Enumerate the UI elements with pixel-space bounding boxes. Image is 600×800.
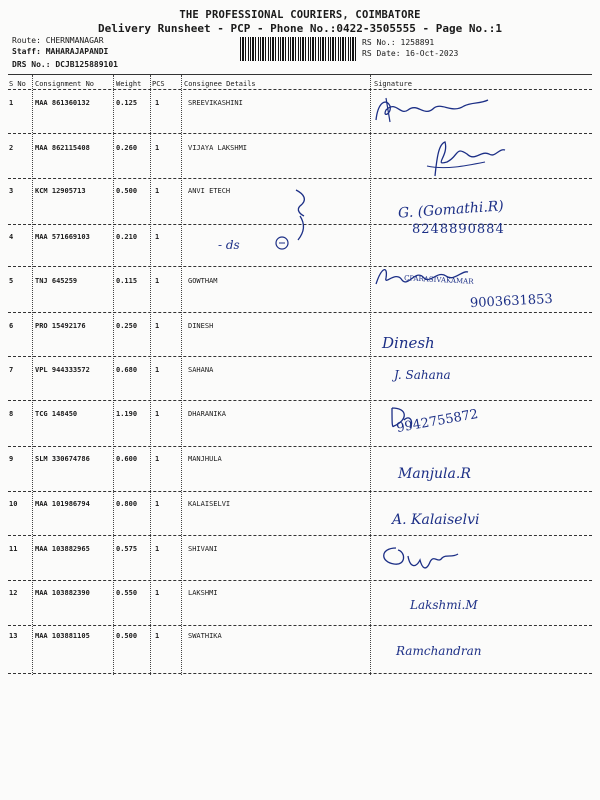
col-sep-1 xyxy=(32,75,33,675)
row-weight: 0.800 xyxy=(116,500,138,508)
name-row-5: CPARASIVAKAMAR xyxy=(403,274,474,286)
row-weight: 0.550 xyxy=(116,589,138,597)
barcode-image xyxy=(240,37,358,61)
row-sno: 5 xyxy=(9,277,14,285)
row-weight: 0.115 xyxy=(116,277,138,285)
row-consignment: VPL 944333572 xyxy=(35,366,90,374)
table-top-rule xyxy=(8,74,592,75)
row-divider xyxy=(8,446,592,447)
row-consignment: PRO 15492176 xyxy=(35,322,86,330)
row-sno: 7 xyxy=(9,366,14,374)
signature-row-1 xyxy=(372,92,497,132)
row-sno: 10 xyxy=(9,500,18,508)
phone-row-8: 9942755872 xyxy=(395,406,480,437)
row-consignee: ANVI ETECH xyxy=(188,187,231,195)
row-divider xyxy=(8,133,592,134)
row-weight: 0.260 xyxy=(116,144,138,152)
row-weight: 0.500 xyxy=(116,187,138,195)
row-sno: 13 xyxy=(9,632,18,640)
row-weight: 0.500 xyxy=(116,632,138,640)
row-weight: 0.250 xyxy=(116,322,138,330)
row-consignment: MAA 101986794 xyxy=(35,500,90,508)
row-sno: 1 xyxy=(9,99,14,107)
row-divider xyxy=(8,580,592,581)
row-sno: 11 xyxy=(9,545,18,553)
row-consignee: SWATHIKA xyxy=(188,632,222,640)
signature-row-11 xyxy=(376,542,466,578)
row-consignee: SAHANA xyxy=(188,366,214,374)
row-weight: 1.190 xyxy=(116,410,138,418)
row-divider xyxy=(8,535,592,536)
row-sno: 6 xyxy=(9,322,14,330)
row-consignment: MAA 103882390 xyxy=(35,589,90,597)
row-divider xyxy=(8,356,592,357)
row-sno: 9 xyxy=(9,455,14,463)
signature-row-9: Manjula.R xyxy=(398,466,471,482)
row-weight: 0.575 xyxy=(116,545,138,553)
rs-number: RS No.: 1258891 xyxy=(362,38,435,47)
row-weight: 0.600 xyxy=(116,455,138,463)
row-consignee: DINESH xyxy=(188,322,214,330)
col-sep-5 xyxy=(370,75,371,675)
circle-mark xyxy=(272,234,294,252)
row-pcs: 1 xyxy=(155,366,160,374)
route-label: Route: CHERNMANAGAR xyxy=(12,36,104,45)
row-sno: 2 xyxy=(9,144,14,152)
row-sno: 4 xyxy=(9,233,14,241)
row-pcs: 1 xyxy=(155,500,160,508)
signature-row-13: Ramchandran xyxy=(396,644,482,658)
signature-row-12: Lakshmi.M xyxy=(410,598,478,612)
company-title: THE PROFESSIONAL COURIERS, COIMBATORE xyxy=(179,9,421,21)
row-consignment: MAA 103881105 xyxy=(35,632,90,640)
row-consignee: SHIVANI xyxy=(188,545,218,553)
bracket-mark xyxy=(290,186,320,246)
row-divider xyxy=(8,266,592,267)
runsheet-subtitle: Delivery Runsheet - PCP - Phone No.:0422-3505555 - Page No.:1 xyxy=(98,22,502,35)
row-sno: 8 xyxy=(9,410,14,418)
signature-row-7: J. Sahana xyxy=(394,368,451,382)
row-consignment: MAA 861360132 xyxy=(35,99,90,107)
row-sno: 3 xyxy=(9,187,14,195)
row-consignment: MAA 571669103 xyxy=(35,233,90,241)
col-sep-3 xyxy=(150,75,151,675)
row-consignee: MANJHULA xyxy=(188,455,222,463)
row-divider xyxy=(8,625,592,626)
row-pcs: 1 xyxy=(155,589,160,597)
row-divider xyxy=(8,312,592,313)
row-consignment: MAA 103882965 xyxy=(35,545,90,553)
row-weight: 0.680 xyxy=(116,366,138,374)
row-pcs: 1 xyxy=(155,410,160,418)
phone-row-5: 9003631853 xyxy=(469,291,554,312)
col-header-pcs: PCS xyxy=(152,80,165,88)
col-header-signature: Signature xyxy=(374,80,412,88)
row-pcs: 1 xyxy=(155,144,160,152)
col-sep-2 xyxy=(113,75,114,675)
row-consignee: VIJAYA LAKSHMI xyxy=(188,144,248,152)
col-sep-4 xyxy=(181,75,182,675)
row-pcs: 1 xyxy=(155,455,160,463)
row-pcs: 1 xyxy=(155,277,160,285)
row-weight: 0.210 xyxy=(116,233,138,241)
row-consignment: TCG 148450 xyxy=(35,410,78,418)
row-divider xyxy=(8,400,592,401)
signature-row-6: Dinesh xyxy=(382,334,435,352)
row-consignment: TNJ 645259 xyxy=(35,277,78,285)
row-consignment: MAA 862115408 xyxy=(35,144,90,152)
row-pcs: 1 xyxy=(155,233,160,241)
row-pcs: 1 xyxy=(155,545,160,553)
signature-row-10: A. Kalaiselvi xyxy=(392,512,480,528)
table-header-rule xyxy=(8,89,592,90)
row-weight: 0.125 xyxy=(116,99,138,107)
row-consignee: GOWTHAM xyxy=(188,277,218,285)
row-pcs: 1 xyxy=(155,322,160,330)
mark-row-4: - ds xyxy=(218,238,240,252)
row-consignee: KALAISELVI xyxy=(188,500,231,508)
col-header-consignee: Consignee Details xyxy=(184,80,256,88)
row-pcs: 1 xyxy=(155,187,160,195)
row-pcs: 1 xyxy=(155,99,160,107)
signature-row-3-4: G. (Gomathi.R) xyxy=(397,198,505,222)
row-consignee: LAKSHMI xyxy=(188,589,218,597)
col-header-consignment: Consignment No xyxy=(35,80,95,88)
row-consignee: SREEVIKASHINI xyxy=(188,99,243,107)
signature-row-2 xyxy=(425,136,510,182)
phone-row-3-4: 8248890884 xyxy=(412,222,505,237)
col-header-sno: S No xyxy=(9,80,26,88)
row-divider xyxy=(8,491,592,492)
row-sno: 12 xyxy=(9,589,18,597)
row-consignment: KCM 12905713 xyxy=(35,187,86,195)
table-bottom-rule xyxy=(8,673,592,674)
rs-date: RS Date: 16-Oct-2023 xyxy=(362,49,459,58)
row-consignment: SLM 330674786 xyxy=(35,455,90,463)
col-header-weight: Weight xyxy=(116,80,142,88)
row-consignee: DHARANIKA xyxy=(188,410,226,418)
row-pcs: 1 xyxy=(155,632,160,640)
staff-label: Staff: MAHARAJAPANDI xyxy=(12,47,109,56)
drs-number: DRS No.: DCJB125889101 xyxy=(12,60,118,69)
